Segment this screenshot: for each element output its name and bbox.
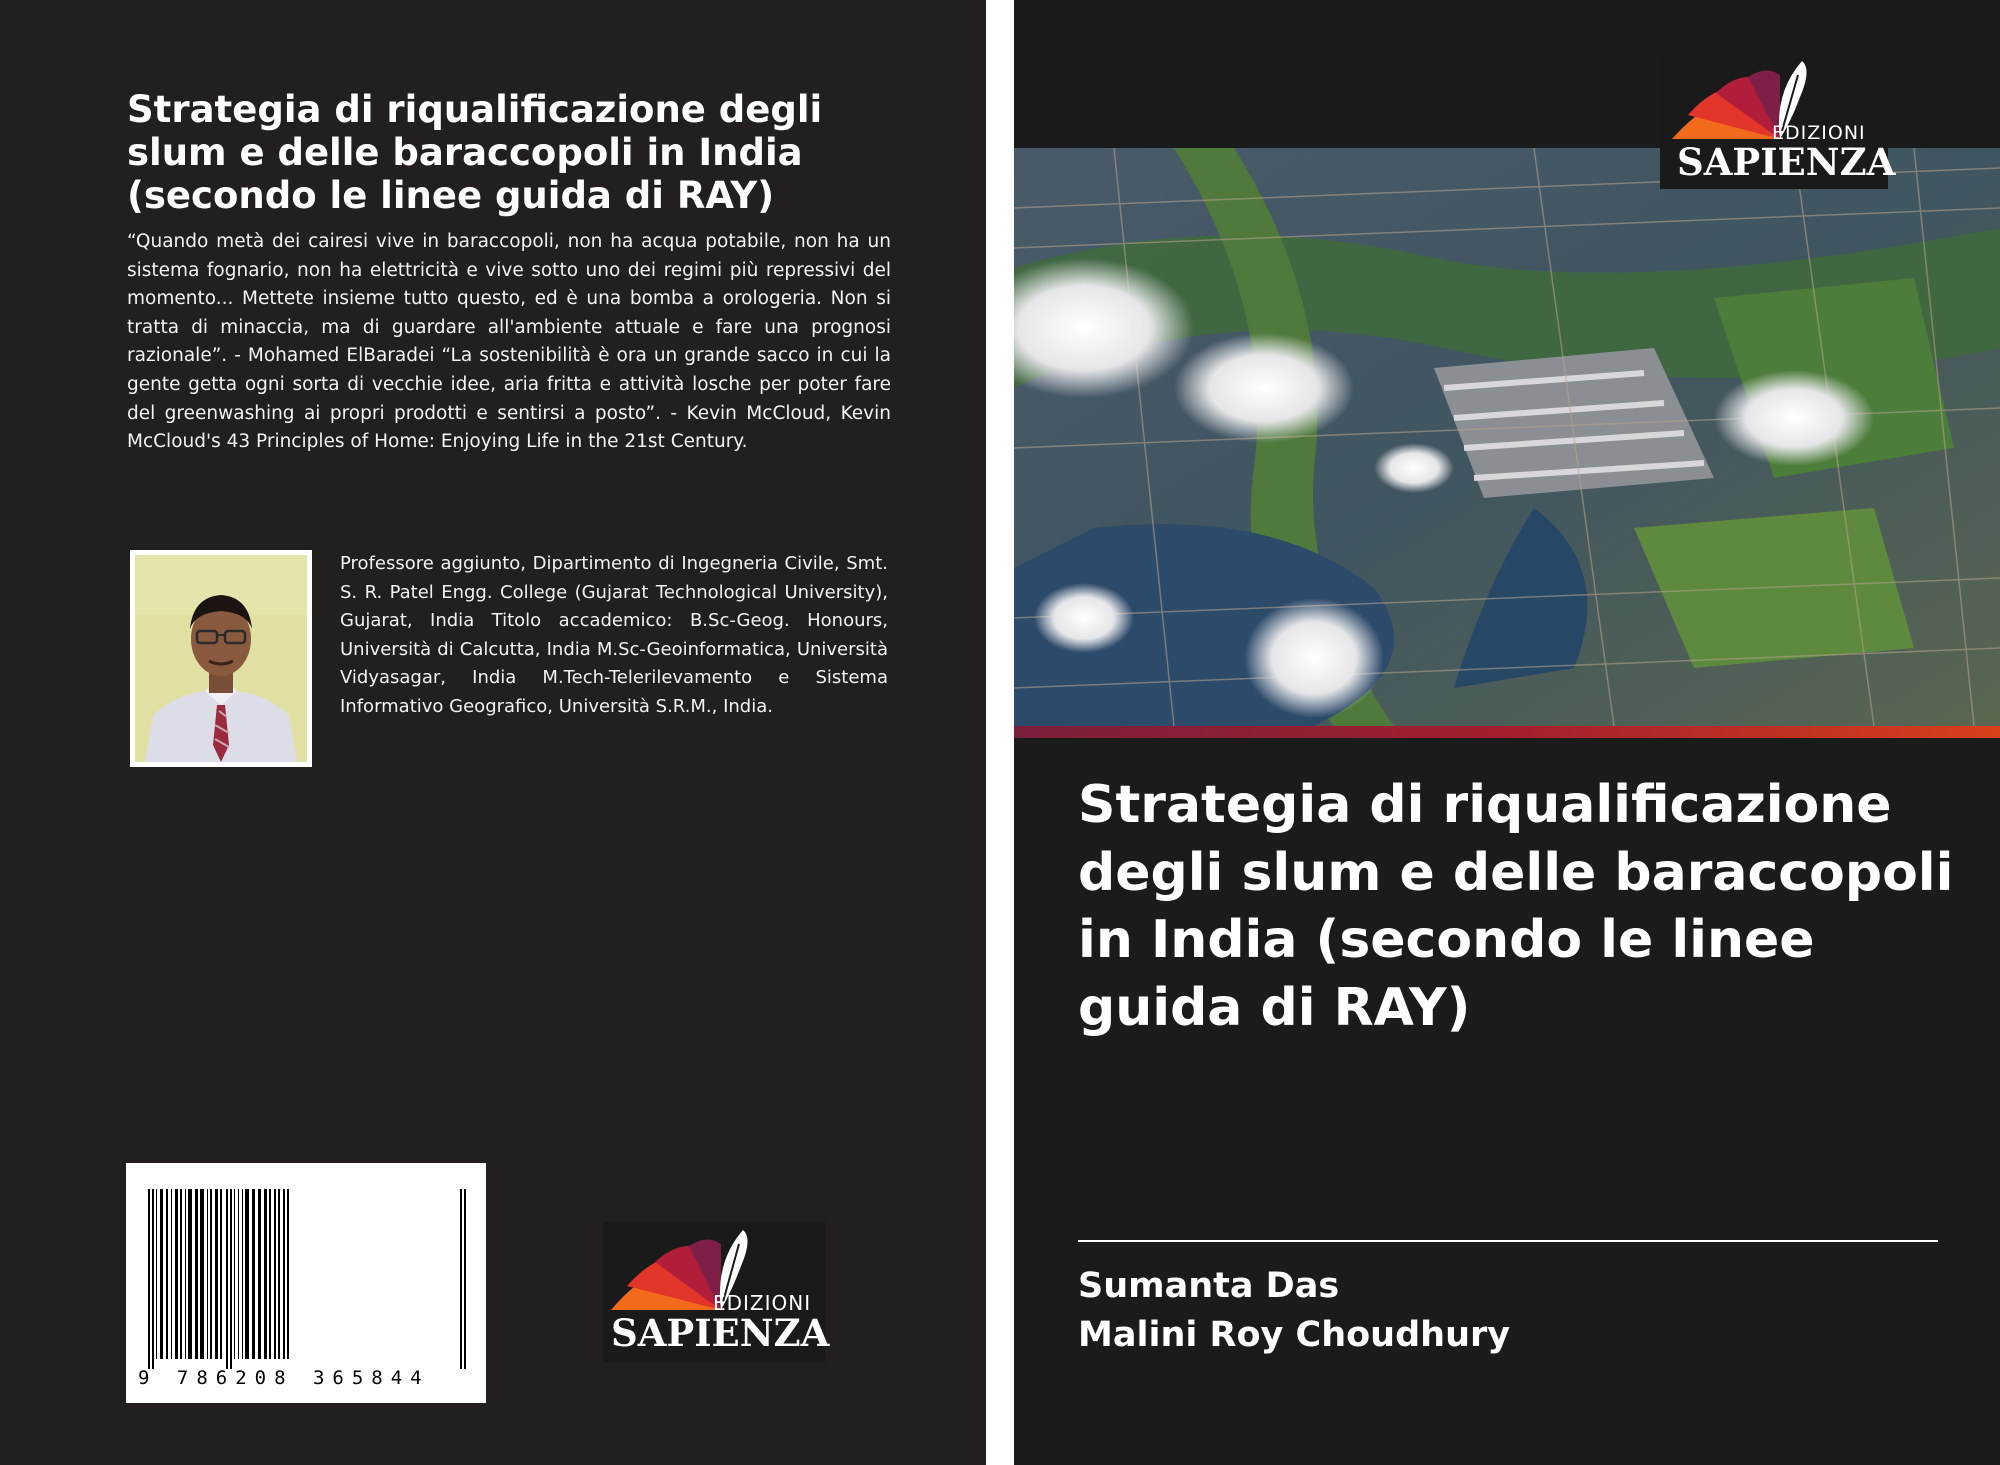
barcode-bar <box>215 1189 218 1359</box>
accent-gradient-bar <box>1014 726 2000 738</box>
barcode-bar <box>283 1189 285 1359</box>
barcode-bar <box>148 1189 150 1369</box>
barcode-bar <box>185 1189 186 1359</box>
publisher-logo-back <box>603 1222 830 1362</box>
barcode-bar <box>160 1189 163 1359</box>
barcode-bar <box>252 1189 255 1359</box>
aerial-city-photo <box>1014 148 2000 726</box>
barcode-bar <box>166 1189 168 1359</box>
barcode-bar <box>207 1189 208 1359</box>
barcode-bar <box>152 1189 154 1369</box>
barcode-bar <box>278 1189 280 1359</box>
isbn-barcode <box>126 1163 486 1403</box>
publisher-name: SAPIENZA <box>611 1311 830 1355</box>
publisher-edizioni-label: EDIZIONI <box>1772 122 1866 144</box>
barcode-bar <box>200 1189 204 1359</box>
barcode-bar <box>274 1189 276 1359</box>
barcode-bar <box>226 1189 228 1369</box>
barcode-bar <box>460 1189 462 1369</box>
barcode-bar <box>269 1189 271 1359</box>
barcode-bar <box>264 1189 267 1359</box>
isbn-digits: 9 786208 365844 <box>138 1367 430 1389</box>
barcode-bar <box>464 1189 466 1369</box>
barcode-bar <box>175 1189 178 1359</box>
author-portrait-image <box>135 555 307 762</box>
back-cover-title: Strategia di riqualificazione degli slum e delle baraccopoli in India (secondo le linee guida di RAY) <box>127 88 823 217</box>
author-photo <box>130 550 312 767</box>
barcode-bar <box>156 1189 157 1359</box>
back-cover-blurb: “Quando metà dei cairesi vive in baraccopoli, non ha acqua potabile, non ha un sistema fognario, non ha elettricità e vive sotto uno dei regimi più repressivi del momento... Mettete insieme tutto questo, ed è una bomba a orologeria. Non si tratta di minaccia, ma di guardare all'ambiente attuale e fare una prognosi razionale”. - Mohamed ElBaradei “La sostenibilità è ora un grande sacco in cui la gente getta ogni sorta di vecchie idee, aria fritta e attività losche per poter fare del greenwashing ai propri prodotti e sentirsi a posto”. - Kevin McCloud, Kevin McCloud's 43 Principles of Home: Enjoying Life in the 21st Century. <box>127 231 891 453</box>
publisher-name: SAPIENZA <box>1677 140 1896 184</box>
author-bio: Professore aggiunto, Dipartimento di Ingegneria Civile, Smt. S. R. Patel Engg. College (Gujarat Technological University), Gujarat, India Titolo accademico: B.Sc-Geog. Honours, Università di Calcutta, India M.Sc-Geoinformatica, Università Vidyasagar, India M.Tech-Telerilevamento e Sistema Informativo Geografico, Università S.R.M., India. <box>340 553 888 717</box>
author-name-2: Malini Roy Choudhury <box>1078 1315 1511 1355</box>
title-divider <box>1078 1240 1938 1242</box>
barcode-bar <box>195 1189 198 1359</box>
barcode-bar <box>287 1189 289 1359</box>
front-cover-title: Strategia di riqualificazione degli slum e delle baraccopoli in India (secondo le linee guida di RAY) <box>1078 775 1954 1038</box>
aerial-photo-image <box>1014 148 2000 726</box>
barcode-bar <box>234 1189 235 1359</box>
barcode-bar <box>171 1189 172 1359</box>
barcode-bar <box>258 1189 261 1359</box>
barcode-bar <box>210 1189 212 1359</box>
barcode-bar <box>180 1189 182 1359</box>
barcode-bar <box>245 1189 249 1359</box>
barcode-bar <box>230 1189 232 1369</box>
spine-gap <box>986 0 1014 1465</box>
author-name-1: Sumanta Das <box>1078 1266 1340 1306</box>
publisher-logo-front <box>1660 57 1896 189</box>
barcode-bar <box>242 1189 243 1359</box>
barcode-bar <box>238 1189 239 1359</box>
barcode-bar <box>220 1189 222 1359</box>
barcode-bar <box>188 1189 192 1359</box>
publisher-edizioni-label: EDIZIONI <box>713 1291 812 1315</box>
